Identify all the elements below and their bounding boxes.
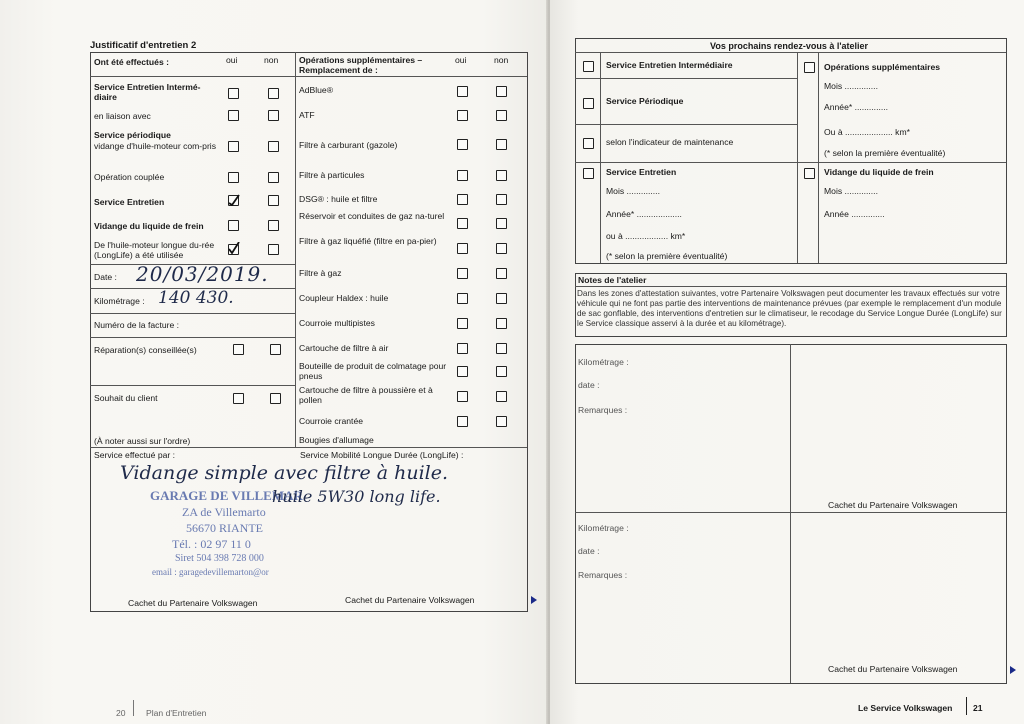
checkbox-non[interactable] (496, 139, 507, 150)
checkbox-oui[interactable] (228, 110, 239, 121)
checkbox-oui[interactable] (228, 172, 239, 183)
checkbox-oui[interactable] (457, 293, 468, 304)
row-label: Filtre à gaz liquéfié (filtre en pa-pier) (299, 236, 437, 246)
header-oui: oui (226, 55, 238, 65)
checkbox-oui[interactable] (228, 220, 239, 231)
date-label: Date : (94, 272, 117, 282)
handwritten-note-2[interactable]: huile 5W30 long life. (272, 487, 441, 506)
rdv-entretien-note: (* selon la première éventualité) (606, 251, 728, 261)
check-mark-icon (228, 194, 240, 206)
rdv-intermediaire: Service Entretien Intermédiaire (606, 60, 733, 70)
date-value[interactable]: 20/03/2019. (136, 262, 269, 286)
block2-remarks: Remarques : (578, 570, 628, 580)
row-divider (90, 337, 295, 338)
row-label: Bouteille de produit de colmatage pour pneus (299, 361, 447, 382)
checkbox-wish-non[interactable] (270, 393, 281, 404)
rdv-right-column-divider (818, 52, 819, 263)
longlife-label: Service Mobilité Longue Durée (LongLife) : (300, 450, 464, 460)
row-label-bold: Service périodique (94, 130, 171, 140)
stamp-line: ZA de Villemarto (182, 505, 266, 519)
certification-divider-horizontal (575, 512, 1006, 513)
block1-cachet: Cachet du Partenaire Volkswagen (828, 500, 958, 510)
next-arrow-icon (531, 596, 537, 604)
row-divider (90, 385, 295, 386)
checkbox-repair-non[interactable] (270, 344, 281, 355)
next-arrow-icon (1010, 666, 1016, 674)
checkbox-non[interactable] (496, 318, 507, 329)
header-supp: Opérations supplémentaires – Remplacement de : (299, 55, 423, 76)
checkbox-non[interactable] (496, 416, 507, 427)
rdv-entretien: Service Entretien (606, 167, 677, 177)
block1-date: date : (578, 380, 600, 390)
repair-label: Réparation(s) conseillée(s) (94, 345, 197, 355)
checkbox-non[interactable] (268, 220, 279, 231)
footer-divider-right (966, 697, 967, 715)
rdv-periodique: Service Périodique (606, 96, 684, 106)
row-divider (90, 313, 295, 314)
block2-km: Kilométrage : (578, 523, 629, 533)
checkbox-non[interactable] (496, 343, 507, 354)
rdv-entretien-km: ou à .................. km* (606, 231, 686, 241)
checkbox-oui[interactable] (457, 218, 468, 229)
rdv-supp-note: (* selon la première éventualité) (824, 148, 946, 158)
rdv-entretien-mois: Mois .............. (606, 186, 660, 196)
footer-page-right: 21 (973, 703, 983, 713)
checkbox-oui[interactable] (457, 86, 468, 97)
rdv-supp-km: Ou à .................... km* (824, 127, 910, 137)
notes-title-divider (575, 286, 1006, 287)
checkbox-oui-checked[interactable] (228, 195, 239, 206)
checkbox-oui[interactable] (457, 416, 468, 427)
cachet-label-left: Cachet du Partenaire Volkswagen (128, 598, 258, 608)
row-label: Opération couplée (94, 172, 165, 182)
row-label: ATF (299, 110, 315, 120)
stamp-line: Siret 504 398 728 000 (175, 553, 264, 564)
rdv-frein: Vidange du liquide de frein (824, 167, 934, 177)
note-label: (À noter aussi sur l'ordre) (94, 436, 191, 446)
checkbox-repair-oui[interactable] (233, 344, 244, 355)
row-label: Bougies d'allumage (299, 435, 374, 445)
rdv-supp: Opérations supplémentaires (824, 62, 941, 72)
checkbox-non[interactable] (496, 218, 507, 229)
checkbox-oui[interactable] (457, 366, 468, 377)
checkbox-non[interactable] (496, 110, 507, 121)
checkbox-oui[interactable] (228, 88, 239, 99)
check-mark-icon (228, 242, 240, 254)
cachet-label-right: Cachet du Partenaire Volkswagen (345, 595, 475, 605)
checkbox-oui[interactable] (457, 391, 468, 402)
row-label: Service Entretien (94, 197, 165, 207)
rdv-supp-annee: Année* .............. (824, 102, 889, 112)
checkbox-non[interactable] (268, 88, 279, 99)
stamp-line: email : garagedevillemarton@or (152, 567, 269, 577)
checkbox-oui[interactable] (457, 170, 468, 181)
notes-title: Notes de l'atelier (578, 275, 647, 285)
checkbox-oui[interactable] (457, 243, 468, 254)
rdv-title: Vos prochains rendez-vous à l'atelier (710, 41, 869, 51)
checkbox-non[interactable] (496, 268, 507, 279)
rdv-left-column-divider (600, 52, 601, 263)
row-label: Filtre à gaz (299, 268, 342, 278)
checkbox-non[interactable] (496, 243, 507, 254)
row-label: Filtre à particules (299, 170, 365, 180)
checkbox-wish-oui[interactable] (233, 393, 244, 404)
checkbox-rdv-entretien[interactable] (583, 168, 594, 179)
row-label: Réservoir et conduites de gaz na-turel (299, 211, 445, 221)
header-non: non (264, 55, 279, 65)
section-divider (90, 447, 527, 448)
header-oui-2: oui (455, 55, 467, 65)
checkbox-non[interactable] (268, 195, 279, 206)
footer-divider (133, 700, 134, 716)
certification-divider-vertical (790, 344, 791, 683)
checkbox-rdv-frein[interactable] (804, 168, 815, 179)
checkbox-oui[interactable] (457, 318, 468, 329)
wish-label: Souhait du client (94, 393, 158, 403)
page-title: Justificatif d'entretien 2 (90, 40, 197, 51)
checkbox-oui[interactable] (457, 110, 468, 121)
header-done: Ont été effectués : (94, 57, 169, 67)
rdv-entretien-annee: Année* ................... (606, 209, 682, 219)
checkbox-oui[interactable] (457, 194, 468, 205)
column-divider (295, 52, 296, 447)
row-label: Filtre à carburant (gazole) (299, 140, 398, 150)
checkbox-rdv-periodique[interactable] (583, 98, 594, 109)
row-label: AdBlue® (299, 85, 334, 95)
rdv-frein-mois: Mois .............. (824, 186, 878, 196)
checkbox-non[interactable] (268, 172, 279, 183)
checkbox-oui[interactable] (457, 268, 468, 279)
checkbox-non[interactable] (496, 293, 507, 304)
checkbox-non[interactable] (496, 366, 507, 377)
row-label: Service Entretien Intermé-diaire (94, 82, 201, 103)
stamp-line: GARAGE DE VILLEMAR (150, 488, 303, 503)
row-label: Vidange du liquide de frein (94, 221, 204, 231)
checkbox-oui[interactable] (457, 343, 468, 354)
row-label: en liaison avec (94, 111, 151, 121)
header-non-2: non (494, 55, 509, 65)
rdv-frein-annee: Année .............. (824, 209, 885, 219)
handwritten-note-1[interactable]: Vidange simple avec filtre à huile. (120, 462, 449, 484)
footer-page-number: 20 (116, 708, 126, 718)
checkbox-rdv-supp[interactable] (804, 62, 815, 73)
notes-text: Dans les zones d'attestation suivantes, votre Partenaire Volkswagen peut documenter les travaux effectués sur votre véhicule qui ne font pas partie des interventions de maintenance prévues (par exemple le remplacement d'un module de sac gonflable, des interventions d'entretien sur le climatiseur, le recodage du Service Longue Durée (LongLife) sur le Service classique asservi à la durée et au kilométrage). (577, 289, 1002, 328)
checkbox-rdv-indicateur[interactable] (583, 138, 594, 149)
rdv-indicateur: selon l'indicateur de maintenance (606, 137, 734, 147)
checkbox-non[interactable] (268, 110, 279, 121)
checkbox-non[interactable] (496, 170, 507, 181)
rdv-row-divider (575, 78, 798, 79)
block1-km: Kilométrage : (578, 357, 629, 367)
km-label: Kilométrage : (94, 296, 145, 306)
row-label: Cartouche de filtre à air (299, 343, 389, 353)
footer-title: Plan d'Entretien (146, 708, 207, 718)
checkbox-rdv-intermediaire[interactable] (583, 61, 594, 72)
stamp-line: 56670 RIANTE (186, 521, 263, 535)
rdv-supp-mois: Mois .............. (824, 81, 878, 91)
stamp-line: Tél. : 02 97 11 0 (172, 537, 251, 551)
row-label: Cartouche de filtre à poussière et à pollen (299, 385, 433, 406)
checkbox-oui[interactable] (457, 139, 468, 150)
checkbox-non[interactable] (496, 86, 507, 97)
rdv-row-divider (575, 162, 1006, 163)
rdv-center-divider (797, 52, 798, 263)
checkbox-non[interactable] (268, 244, 279, 255)
row-label: Courroie crantée (299, 416, 364, 426)
checkbox-non[interactable] (496, 391, 507, 402)
rdv-row-divider (575, 124, 798, 125)
row-label: DSG® : huile et filtre (299, 194, 378, 204)
block2-date: date : (578, 546, 600, 556)
row-label: vidange d'huile-moteur com-pris (94, 141, 217, 151)
checkbox-non[interactable] (496, 194, 507, 205)
block2-cachet: Cachet du Partenaire Volkswagen (828, 664, 958, 674)
footer-title-right: Le Service Volkswagen (858, 703, 953, 713)
certification-frame (575, 344, 1007, 684)
service-by-label: Service effectué par : (94, 450, 176, 460)
checkbox-oui-checked[interactable] (228, 244, 239, 255)
checkbox-non[interactable] (268, 141, 279, 152)
checkbox-oui[interactable] (228, 141, 239, 152)
rdv-title-divider (575, 52, 1006, 53)
row-label: Coupleur Haldex : huile (299, 293, 389, 303)
row-label: Courroie multipistes (299, 318, 375, 328)
km-value[interactable]: 140 430. (158, 288, 234, 308)
invoice-label: Numéro de la facture : (94, 320, 180, 330)
block1-remarks: Remarques : (578, 405, 628, 415)
row-label: De l'huile-moteur longue du-rée (LongLife) a été utilisée (94, 240, 215, 261)
header-divider (90, 76, 527, 77)
